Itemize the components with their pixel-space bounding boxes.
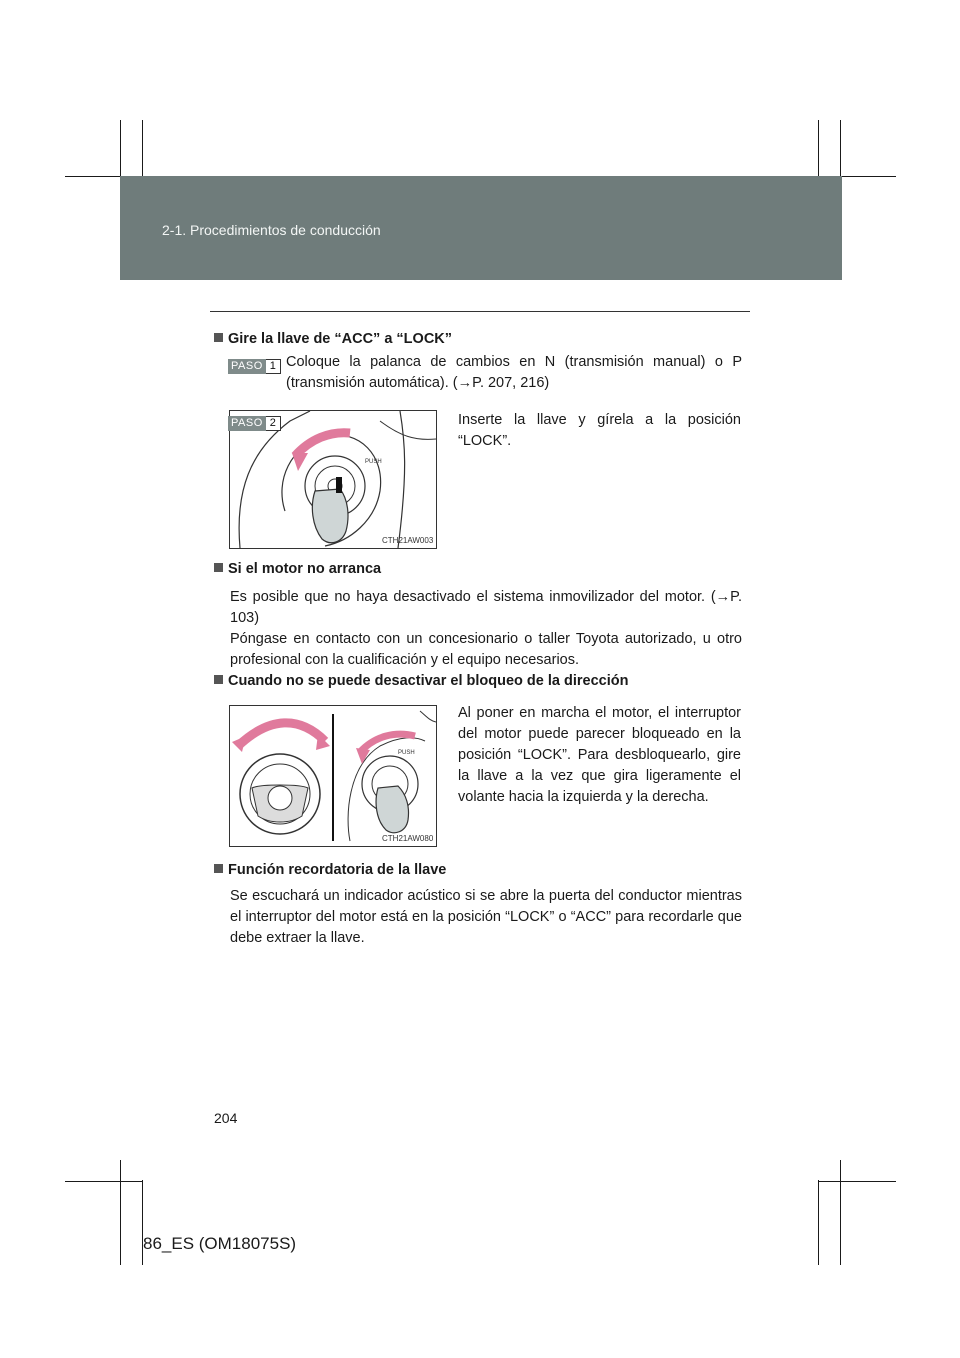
crop-mark bbox=[120, 1160, 121, 1265]
no-start-text-2: Póngase en contacto con un concesionario o taller Toyota autorizado, u otro profesional con la cualificación y el equipo necesarios. bbox=[230, 631, 742, 668]
key-lock-illustration bbox=[230, 411, 436, 548]
no-start-text-1: Es posible que no haya desactivado el sistema inmovilizador del motor. (→P. 103) bbox=[230, 589, 742, 626]
figure-steering-lock bbox=[229, 705, 437, 847]
svg-text:PUSH: PUSH bbox=[398, 750, 415, 756]
step-1-badge: PASO 1 bbox=[228, 356, 281, 374]
reminder-text: Se escuchará un indicador acústico si se abre la puerta del conductor mientras el interruptor del motor está en la posición “LOCK” o “ACC” para recordarle que debe extraer la llave. bbox=[230, 888, 742, 946]
steering-lock-illustration bbox=[230, 706, 436, 846]
document-code: 86_ES (OM18075S) bbox=[143, 1234, 297, 1253]
bullet-square-icon bbox=[214, 563, 223, 572]
step-1-text: Coloque la palanca de cambios en N (transmisión manual) o P (transmisión automática). (→P. 207, 216) bbox=[286, 354, 742, 391]
page-number: 204 bbox=[214, 1110, 238, 1126]
section-title-acc-lock: Gire la llave de “ACC” a “LOCK” bbox=[214, 331, 452, 347]
crop-mark bbox=[818, 1180, 819, 1265]
section-title-no-start: Si el motor no arranca bbox=[214, 561, 381, 577]
step-2-text: Inserte la llave y gírela a la posición “LOCK”. bbox=[458, 412, 741, 449]
steering-lock-text: Al poner en marcha el motor, el interruptor del motor puede parecer bloqueado en la posición “LOCK”. Para desbloquearlo, gire la llave a la vez que gira ligeramente el volante hacia la izquierda y la derecha. bbox=[458, 705, 741, 805]
bullet-square-icon bbox=[214, 675, 223, 684]
crop-mark bbox=[840, 1160, 841, 1265]
crop-mark bbox=[65, 1181, 143, 1182]
svg-text:PUSH: PUSH bbox=[365, 459, 382, 465]
step-2-badge: PASO 2 bbox=[228, 413, 281, 431]
section-title-reminder: Función recordatoria de la llave bbox=[214, 862, 446, 878]
section-header: 2-1. Procedimientos de conducción bbox=[162, 222, 381, 238]
section-title-steering-lock: Cuando no se puede desactivar el bloqueo de la dirección bbox=[214, 673, 628, 689]
divider bbox=[210, 311, 750, 312]
figure-code: CTH21AW003 bbox=[382, 536, 434, 545]
bullet-square-icon bbox=[214, 864, 223, 873]
bullet-square-icon bbox=[214, 333, 223, 342]
figure-code: CTH21AW080 bbox=[382, 834, 434, 843]
crop-mark bbox=[818, 1181, 896, 1182]
